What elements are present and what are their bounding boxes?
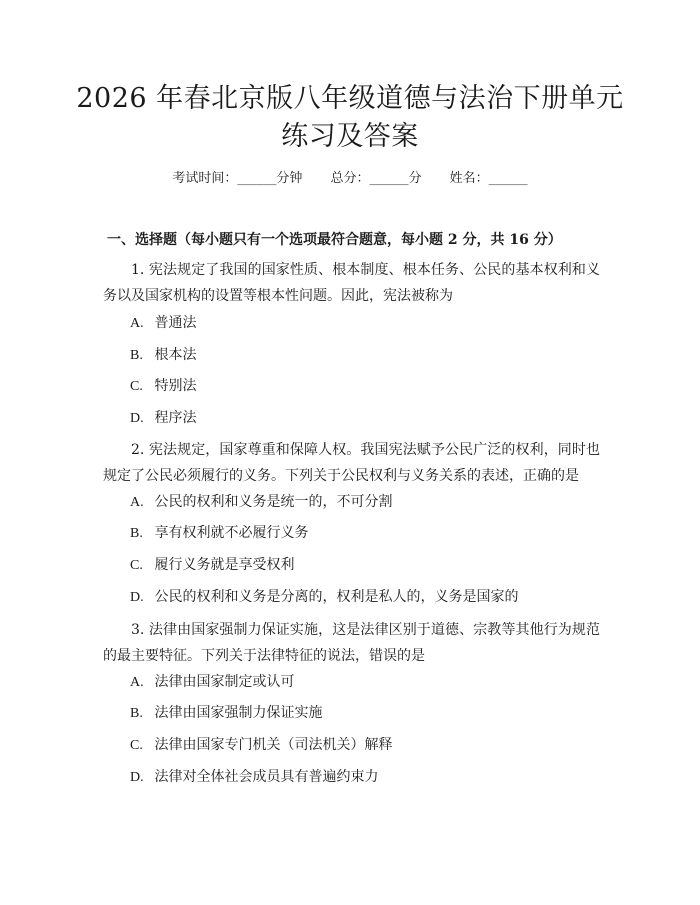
question-2-option-b — [130, 523, 308, 544]
option-letter: D. — [130, 590, 144, 605]
option-text: 特别法 — [154, 378, 197, 394]
question-2-option-d — [130, 587, 518, 608]
question-2-option-c — [130, 555, 294, 576]
question-3-option-a — [130, 672, 294, 693]
title-line-1: 2026 年春北京版八年级道德与法治下册单元 — [76, 83, 624, 114]
question-3-option-c — [130, 735, 392, 756]
question-3-stem: 3. 法律由国家强制力保证实施，这是法律区别于道德、宗教等其他行为规范的最主要特征。下列关于法律特征的说法，错误的是 — [103, 622, 600, 664]
option-letter: A. — [130, 316, 144, 331]
option-letter: A. — [130, 675, 144, 690]
option-text: 普通法 — [154, 315, 197, 331]
option-text: 根本法 — [154, 347, 197, 363]
option-letter: C. — [130, 558, 143, 573]
section-heading: 一、选择题（每小题只有一个选项最符合题意，每小题 2 分，共 16 分） — [107, 232, 562, 248]
option-text: 法律对全体社会成员具有普遍约束力 — [154, 769, 379, 785]
question-1-option-b — [130, 345, 196, 366]
option-text: 程序法 — [154, 410, 197, 426]
option-letter: B. — [130, 706, 143, 721]
option-text: 公民的权利和义务是统一的，不可分割 — [154, 494, 393, 510]
option-letter: D. — [130, 770, 144, 785]
question-3-option-d — [130, 767, 378, 788]
option-text: 法律由国家制定或认可 — [154, 674, 295, 690]
question-2-stem: 2. 宪法规定，国家尊重和保障人权。我国宪法赋予公民广泛的权利，同时也规定了公民必须履行的义务。下列关于公民权利与义务关系的表述，正确的是 — [103, 442, 600, 484]
option-letter: C. — [130, 379, 143, 394]
option-text: 公民的权利和义务是分离的，权利是私人的，义务是国家的 — [154, 589, 519, 605]
exam-info — [0, 170, 700, 188]
question-1-option-c — [130, 376, 196, 397]
option-text: 履行义务就是享受权利 — [154, 557, 295, 573]
option-letter: D. — [130, 411, 144, 426]
option-letter: B. — [130, 526, 143, 541]
page-title — [60, 80, 640, 156]
question-2-option-a — [130, 492, 392, 513]
question-1-option-a — [130, 313, 196, 334]
question-3-option-b — [130, 703, 322, 724]
title-line-2: 练习及答案 — [281, 121, 419, 152]
student-name-field: 姓名：______ — [449, 171, 528, 186]
option-letter: B. — [130, 348, 143, 363]
total-score-field: 总分：______分 — [330, 171, 422, 186]
exam-time-field: 考试时间：______分钟 — [172, 171, 303, 186]
option-text: 法律由国家强制力保证实施 — [154, 705, 323, 721]
option-letter: A. — [130, 495, 144, 510]
option-text: 法律由国家专门机关（司法机关）解释 — [154, 737, 393, 753]
question-1-option-d — [130, 408, 196, 429]
question-1-stem: 1. 宪法规定了我国的国家性质、根本制度、根本任务、公民的基本权利和义务以及国家机构的设置等根本性问题。因此，宪法被称为 — [103, 262, 600, 304]
option-text: 享有权利就不必履行义务 — [154, 525, 309, 541]
option-letter: C. — [130, 738, 143, 753]
